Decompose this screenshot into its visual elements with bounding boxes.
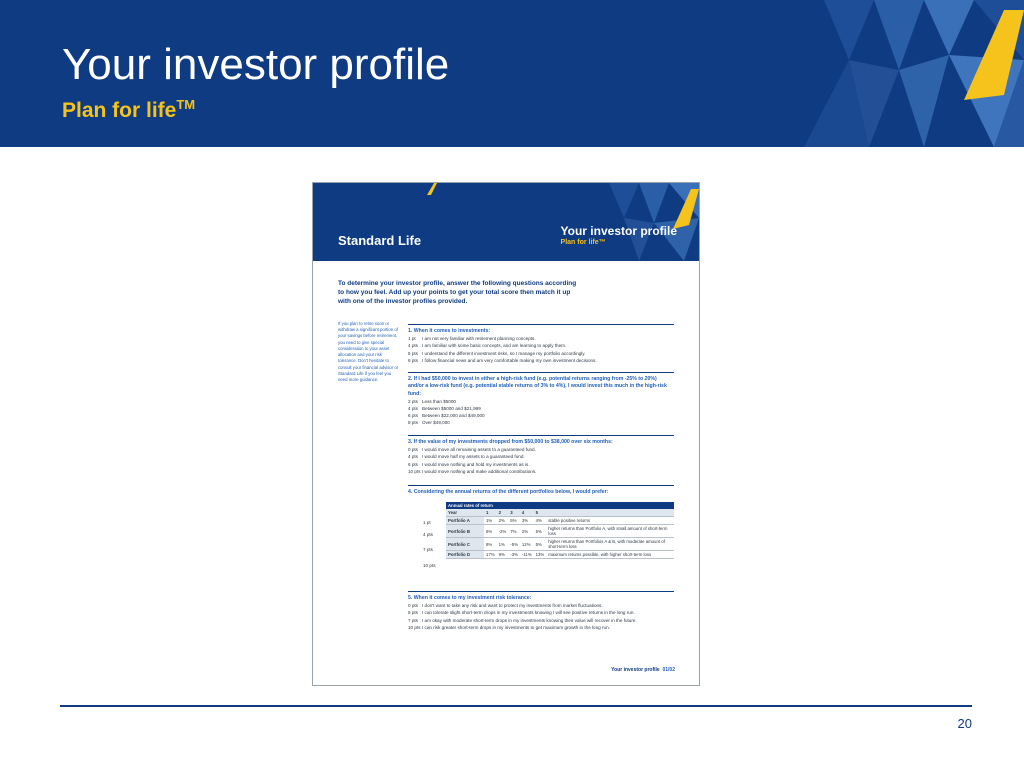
- page-number: 20: [957, 716, 972, 731]
- answer-option: 10 pts I can risk greater short-term drops in my investments to get maximum growth in the long run.: [408, 624, 610, 630]
- answer-option: 2 pts Less than $5000: [408, 398, 456, 404]
- answer-option: 5 pts I can tolerate slight short-term drops in my investments knowing I will see positive returns in the long run.: [408, 610, 635, 616]
- answer-option: 1 pt I am not very familiar with retirement planning concepts.: [408, 336, 536, 342]
- decorative-triangles: [589, 183, 699, 261]
- slide-header: [0, 0, 1024, 147]
- annual-returns-table: [446, 502, 674, 559]
- document-title: Your investor profile Plan for life™: [560, 224, 677, 246]
- answer-option: 6 pts I follow financial news and am very comfortable making my own investment decisions.: [408, 357, 597, 363]
- q4-points: 10 pts: [423, 563, 436, 568]
- brand-logo: Standard Life: [338, 233, 422, 248]
- question-title: 4. Considering the annual returns of the different portfolios below, I would prefer:: [408, 485, 674, 496]
- slide-title: Your investor profile: [62, 40, 450, 89]
- answer-option: 4 pts I am familiar with some basic concepts, and am learning to apply them.: [408, 343, 567, 349]
- answer-option: 6 pts Between $22,000 and $49,000: [408, 413, 485, 419]
- document-header: [313, 183, 699, 261]
- answer-option: 4 pts Between $5000 and $21,999: [408, 405, 481, 411]
- trademark-mark: TM: [176, 97, 196, 112]
- document-footer: Your investor profile 01/02: [611, 667, 675, 673]
- question-5: [408, 591, 674, 631]
- answer-option: 4 pts I would move half my assets to a guaranteed fund.: [408, 454, 525, 460]
- question-1: [408, 324, 674, 364]
- document-subtitle: Plan for life™: [560, 239, 606, 246]
- question-title: 1. When it comes to investments:: [408, 324, 674, 335]
- answer-option: 6 pts I would move nothing and hold my investments as is.: [408, 461, 530, 467]
- question-title: 2. If I had $50,000 to invest in either a high-risk fund (e.g. potential returns ranging from -25% to 20%) and/or a low-risk fund (e.g. potential stable returns of 3% to 4%), I would invest this much in the high-risk fund:: [408, 372, 674, 398]
- question-4: [408, 485, 674, 496]
- q4-points: 4 pts: [423, 532, 433, 537]
- question-title: 3. If the value of my investments dropped from $50,000 to $38,000 over six months:: [408, 435, 674, 446]
- question-2: [408, 372, 674, 426]
- table-row: Portfolio B 6% -2% 7% 2% 5% higher returns than Portfolio A, with small amount of short-term loss: [446, 525, 674, 538]
- answer-option: 0 pts I don't want to take any risk and want to protect my investments from market fluctuations.: [408, 603, 603, 609]
- answer-option: 5 pts I understand the different investment risks, so I manage my portfolio accordingly.: [408, 350, 586, 356]
- answer-option: 8 pts Over $49,000: [408, 420, 450, 426]
- answer-option: 7 pts I am okay with moderate short-term drops in my investments knowing their value will recover in the future.: [408, 617, 637, 623]
- intro-text: To determine your investor profile, answer the following questions according to how you feel. Add up your points to get your total score then match it up with one of the investor profiles provided.: [338, 280, 577, 305]
- table-row: Portfolio A 1% 2% 5% 3% 4% stable positive returns: [446, 517, 674, 525]
- question-3: [408, 435, 674, 475]
- answer-option: 0 pts I would move all remaining assets to a guaranteed fund.: [408, 447, 536, 453]
- table-row: Portfolio D 17% 9% -3% -11% 13% maximum returns possible, with higher short-term loss: [446, 551, 674, 559]
- question-title: 5. When it comes to my investment risk tolerance:: [408, 591, 674, 602]
- document-thumbnail: [312, 182, 700, 686]
- side-note: If you plan to retire soon or withdraw a significant portion of your savings before retirement, you need to give special consideration to your asset allocation and your risk tolerance. Don't hesitate to consult your financial advisor or Standard Life if you feel you need more guidance.: [338, 321, 399, 382]
- answer-option: 10 pts I would move nothing and make additional contributions.: [408, 468, 537, 474]
- table-header-row: Year 1 2 3 4 5: [446, 509, 674, 517]
- decorative-triangles: [764, 0, 1024, 147]
- table-row: Portfolio C 8% 1% -5% 12% 5% higher returns than Portfolios A & B, with moderate amount of short-term loss: [446, 538, 674, 551]
- brand-mark-icon: [425, 183, 437, 195]
- slide-subtitle: Plan for life™: [62, 97, 196, 122]
- document-page: 01/02: [662, 667, 675, 673]
- footer-divider: [60, 705, 972, 707]
- table-caption: Annual rates of return: [446, 502, 674, 509]
- q4-points: 1 pt: [423, 520, 431, 525]
- q4-points: 7 pts: [423, 547, 433, 552]
